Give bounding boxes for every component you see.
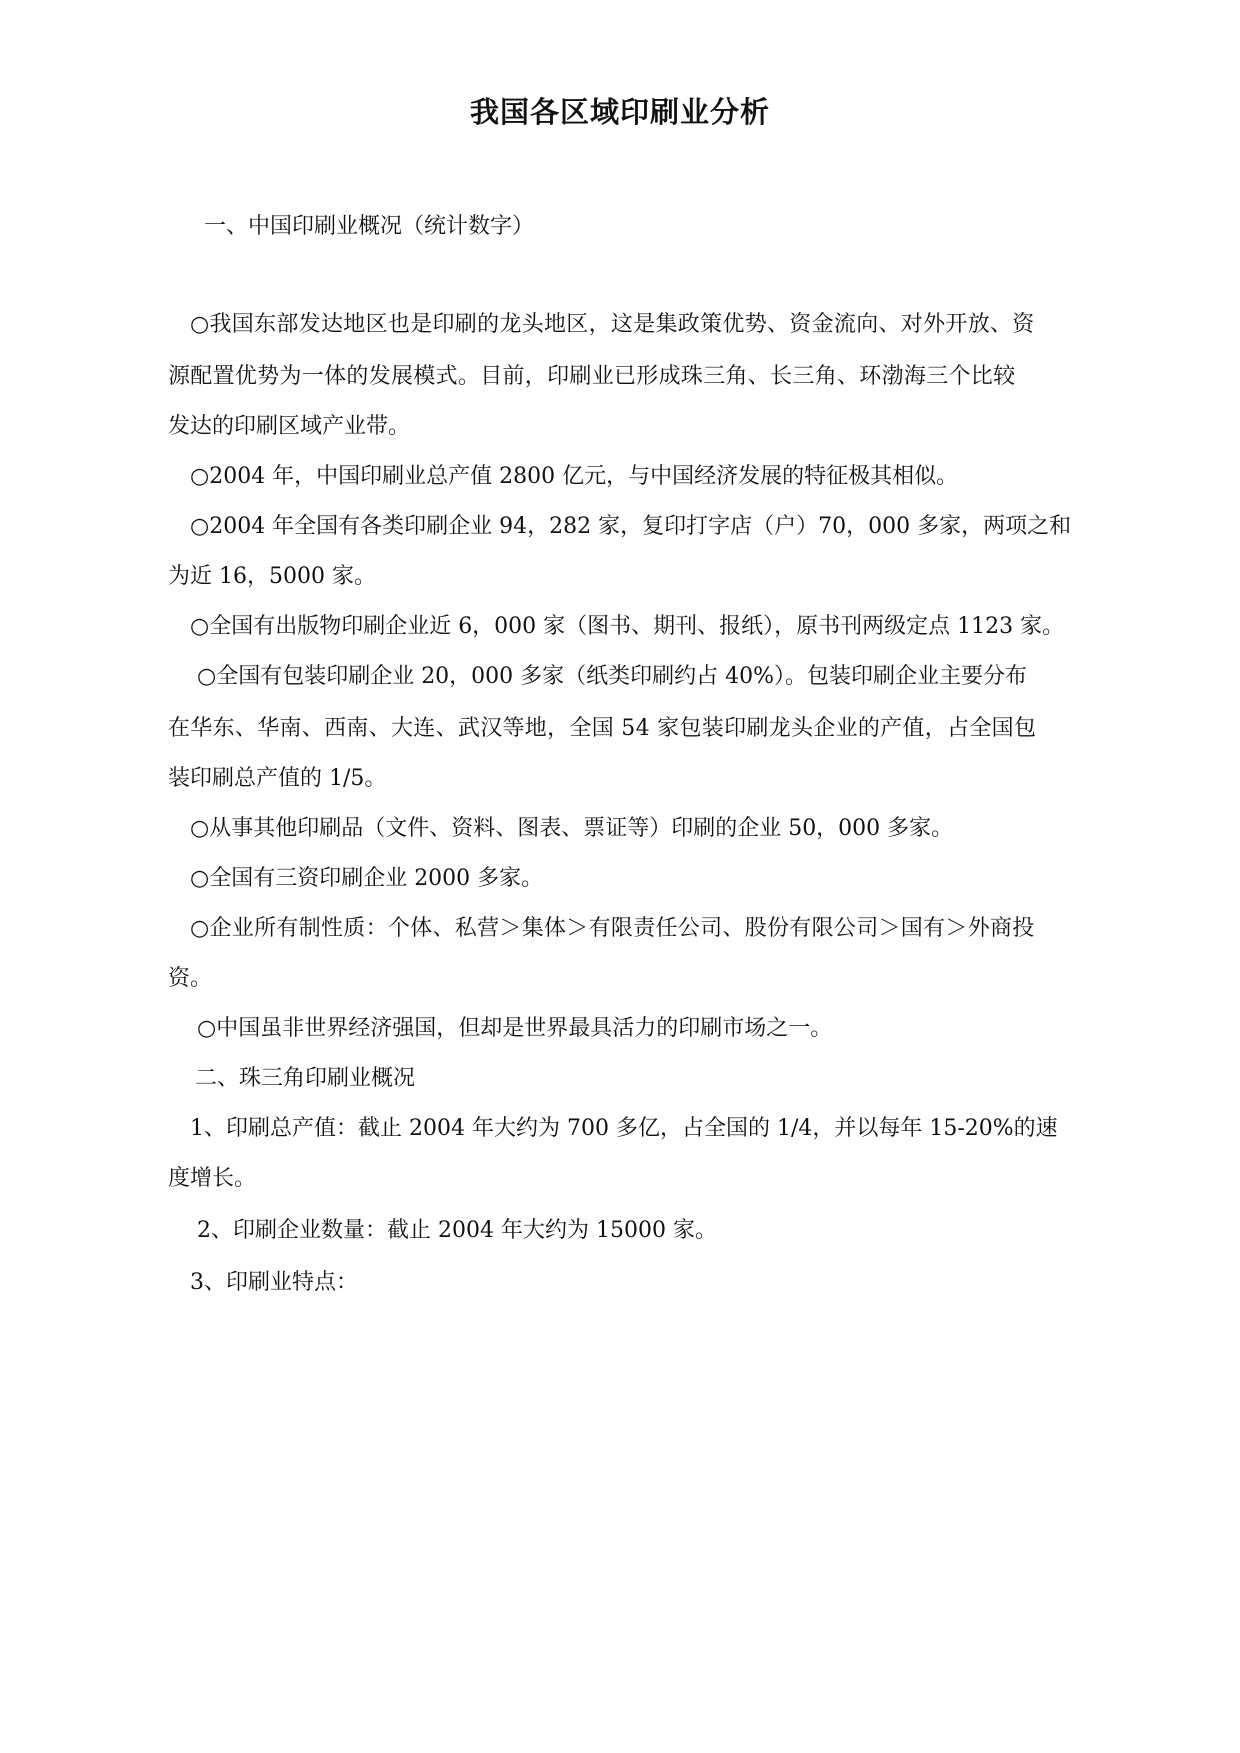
section-heading-1: 一、中国印刷业概况（统计数字） [204, 214, 535, 239]
paragraph-line: ○我国东部发达地区也是印刷的龙头地区，这是集政策优势、资金流向、对外开放、资 [190, 312, 1035, 337]
paragraph-line: 3、印刷业特点： [190, 1270, 358, 1295]
paragraph-line: ○中国虽非世界经济强国，但却是世界最具活力的印刷市场之一。 [197, 1016, 833, 1041]
paragraph-line: ○全国有出版物印刷企业近 6，000 家（图书、期刊、报纸），原书刊两级定点 1123 家。 [190, 614, 1065, 639]
paragraph-line: ○2004 年，中国印刷业总产值 2800 亿元，与中国经济发展的特征极其相似。 [190, 464, 959, 489]
paragraph-line: 源配置优势为一体的发展模式。目前，印刷业已形成珠三角、长三角、环渤海三个比较 [168, 364, 1016, 389]
paragraph-line: 度增长。 [168, 1166, 257, 1191]
paragraph-line: 资。 [168, 966, 213, 991]
paragraph-line: 装印刷总产值的 1/5。 [168, 766, 387, 791]
paragraph-line: ○全国有三资印刷企业 2000 多家。 [190, 866, 544, 891]
paragraph-line: 在华东、华南、西南、大连、武汉等地，全国 54 家包装印刷龙头企业的产值，占全国包 [168, 716, 1037, 741]
paragraph-line: ○2004 年全国有各类印刷企业 94，282 家，复印打字店（户）70，000 多家，两项之和 [190, 514, 1072, 539]
section-heading-2: 二、珠三角印刷业概况 [195, 1066, 416, 1091]
paragraph-line: 1、印刷总产值：截止 2004 年大约为 700 多亿，占全国的 1/4，并以每年 15-20%的速 [190, 1116, 1058, 1141]
paragraph-line: 2、印刷企业数量：截止 2004 年大约为 15000 家。 [197, 1218, 717, 1243]
document-title: 我国各区域印刷业分析 [469, 95, 770, 129]
paragraph-line: ○从事其他印刷品（文件、资料、图表、票证等）印刷的企业 50，000 多家。 [190, 816, 954, 841]
paragraph-line: 发达的印刷区域产业带。 [168, 414, 411, 439]
paragraph-line: ○企业所有制性质：个体、私营＞集体＞有限责任公司、股份有限公司＞国有＞外商投 [190, 916, 1035, 941]
paragraph-line: ○全国有包装印刷企业 20，000 多家（纸类印刷约占 40%）。包装印刷企业主要分布 [197, 664, 1028, 689]
paragraph-line: 为近 16，5000 家。 [168, 564, 376, 589]
